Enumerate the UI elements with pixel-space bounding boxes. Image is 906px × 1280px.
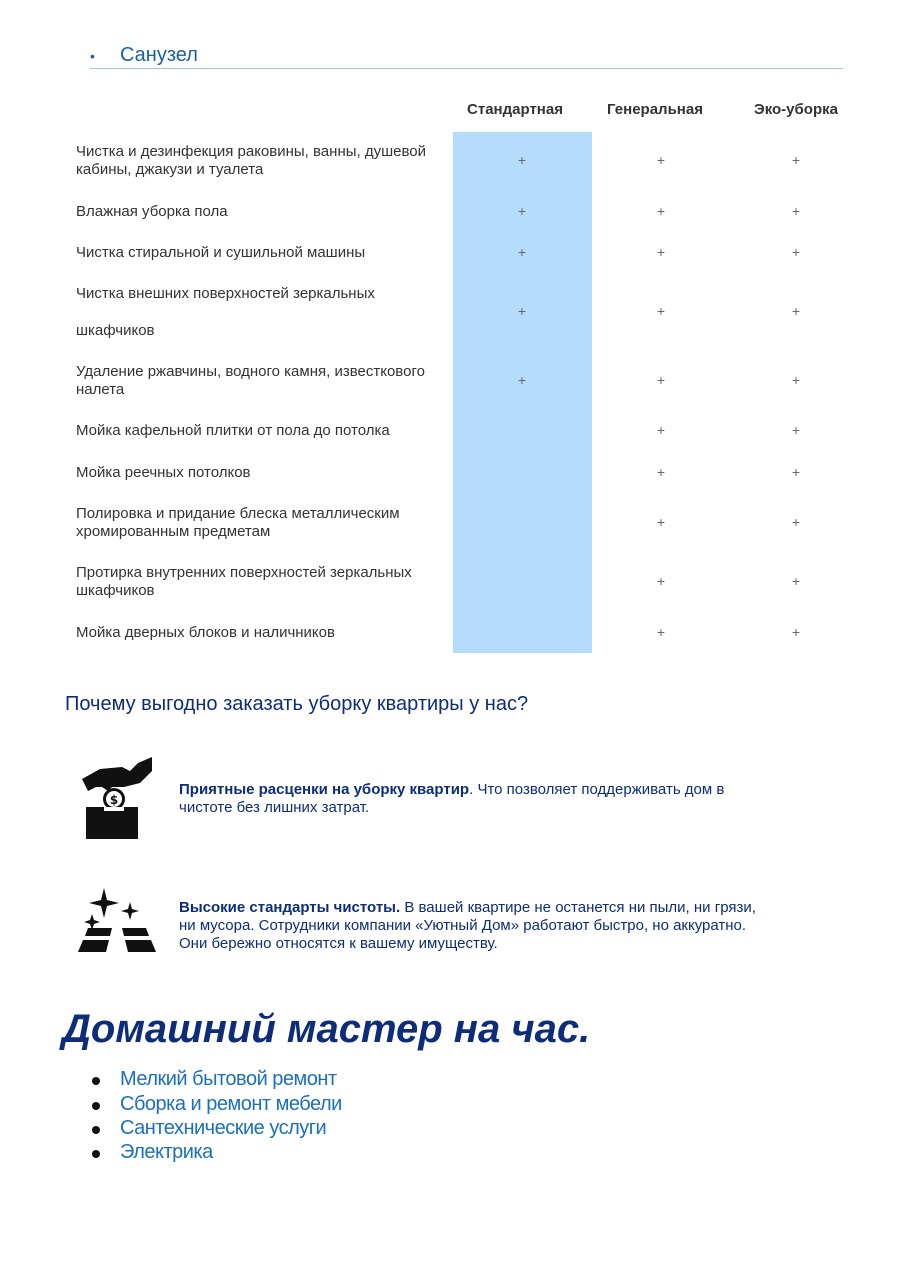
check-mark: + [517,244,527,260]
check-mark: + [791,422,801,438]
table-row-label: Влажная уборка пола [76,203,228,220]
column-header-eco: Эко-уборка [754,101,838,118]
benefit-price-title: Приятные расценки на уборку квартир [179,781,470,798]
table-row-label: Полировка и придание блеска металлическим хромированным предметам [76,505,400,540]
check-mark: + [791,514,801,530]
table-row-label: Мойка кафельной плитки от пола до потолка [76,422,390,439]
svg-text:$: $ [109,793,119,807]
section-title: Санузел [120,44,198,66]
table-row-label: Мойка реечных потолков [76,464,251,481]
check-mark: + [656,464,666,480]
check-mark: + [791,372,801,388]
master-heading: Домашний мастер на час. [62,1007,591,1051]
service-link[interactable]: Сантехнические услуги [120,1117,327,1139]
bullet [92,1126,100,1134]
check-mark: + [791,573,801,589]
bullet [92,1102,100,1110]
check-mark: + [791,464,801,480]
check-mark: + [656,152,666,168]
hand-coin-box-icon [78,757,154,841]
table-row-label: Чистка стиральной и сушильной машины [76,244,366,261]
check-mark: + [656,303,666,319]
bullet [92,1077,100,1085]
column-header-general: Генеральная [607,101,703,118]
benefit-price [179,781,779,817]
benefit-price-text: . Что позволяет поддерживать дом в чистоте без лишних затрат. [179,781,725,816]
table-row-label: Чистка и дезинфекция раковины, ванны, душевой кабины, джакузи и туалета [76,143,426,178]
table-row-label: Чистка внешних поверхностей зеркальных [76,285,375,302]
check-mark: + [517,152,527,168]
benefit-quality-text: В вашей квартире не останется ни пыли, ни грязи, ни мусора. Сотрудники компании «Уютный Дом» работают быстро, но аккуратно. Они бережно относятся к вашему имуществу. [179,899,756,952]
benefit-quality-title: Высокие стандарты чистоты. [179,899,401,916]
check-mark: + [656,244,666,260]
check-mark: + [791,244,801,260]
check-mark: + [656,624,666,640]
check-mark: + [791,203,801,219]
check-mark: + [656,203,666,219]
check-mark: + [656,422,666,438]
check-mark: + [517,372,527,388]
bullet: • [90,48,95,64]
check-mark: + [791,624,801,640]
section-header [90,42,843,69]
check-mark: + [791,152,801,168]
sparkling-floor-icon [76,888,158,954]
check-mark: + [656,514,666,530]
benefit-quality [179,899,764,953]
table-row-label: Мойка дверных блоков и наличников [76,624,335,641]
check-mark: + [517,303,527,319]
bullet [92,1150,100,1158]
check-mark: + [791,303,801,319]
check-mark: + [656,372,666,388]
service-link[interactable]: Электрика [120,1141,213,1163]
check-mark: + [656,573,666,589]
table-row-label: шкафчиков [76,322,155,339]
check-mark: + [517,203,527,219]
table-row-label: Протирка внутренних поверхностей зеркальных шкафчиков [76,564,412,599]
service-link[interactable]: Сборка и ремонт мебели [120,1093,342,1115]
column-header-standard: Стандартная [467,101,563,118]
table-row-label: Удаление ржавчины, водного камня, известкового налета [76,363,425,398]
service-link[interactable]: Мелкий бытовой ремонт [120,1068,337,1090]
why-heading: Почему выгодно заказать уборку квартиры у нас? [65,693,529,715]
